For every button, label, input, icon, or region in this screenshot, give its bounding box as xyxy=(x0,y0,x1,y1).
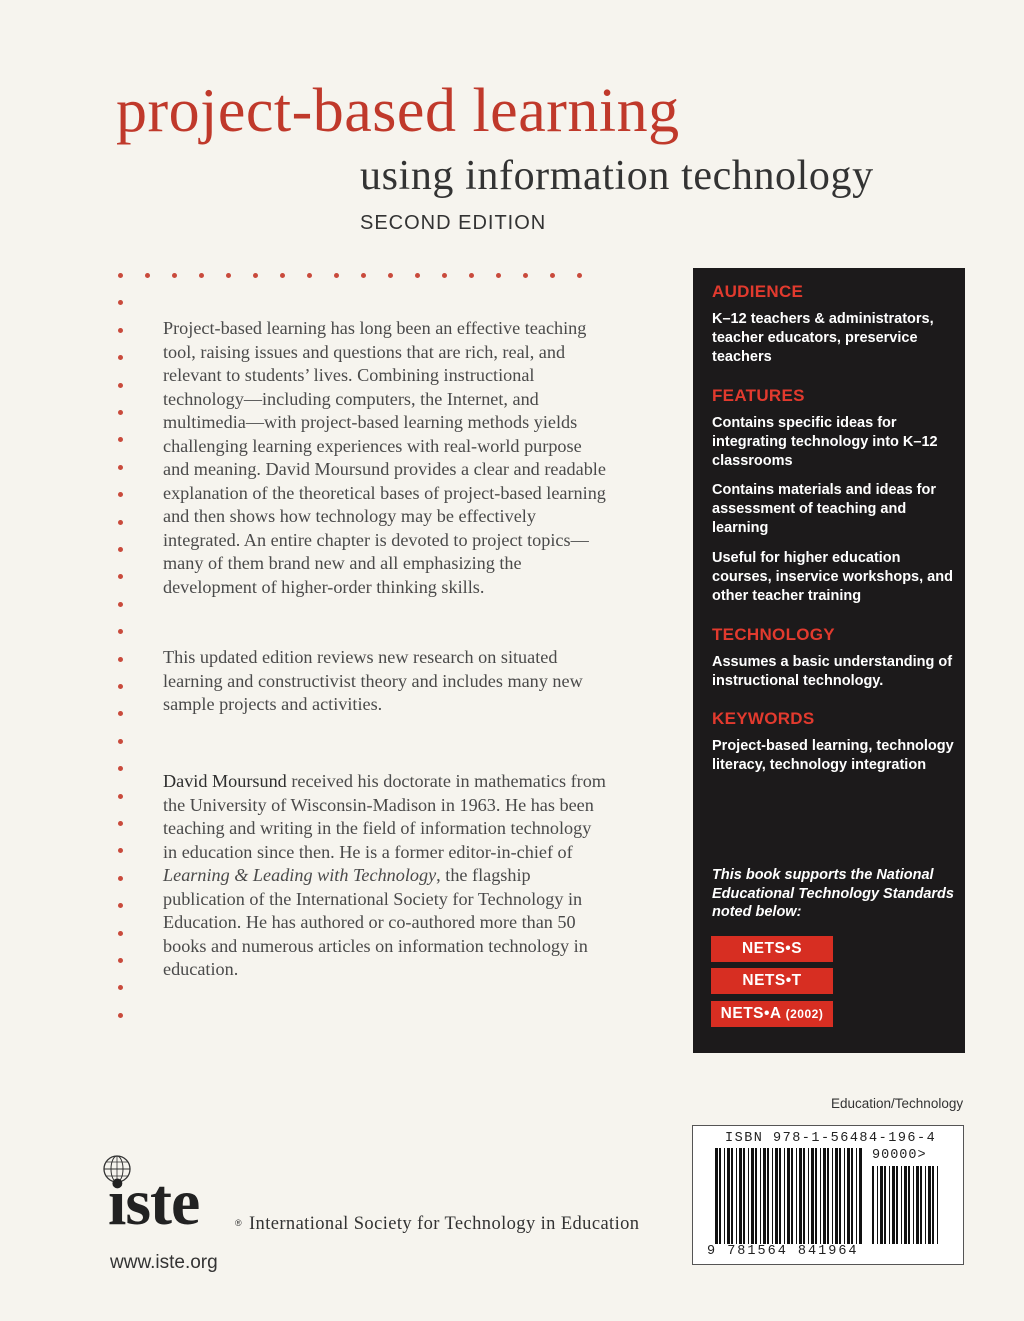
dot xyxy=(334,273,339,278)
nets-s-badge xyxy=(711,936,833,962)
dot xyxy=(118,711,123,716)
author-bio-text-a: received his doctorate in mathematics from the University of Wisconsin-Madison in 1963. He has been teaching and writing in the field of information technology in education since then. He is a former editor-in-chief of xyxy=(163,771,606,862)
audience-heading: AUDIENCE xyxy=(712,282,804,301)
dot xyxy=(118,629,123,634)
dot xyxy=(118,1013,123,1018)
dot xyxy=(118,848,123,853)
dot xyxy=(118,383,123,388)
barcode-icon xyxy=(715,1148,865,1244)
technology-text: Assumes a basic understanding of instructional technology. xyxy=(712,654,953,689)
info-panel xyxy=(693,268,965,1053)
feature-item: Contains specific ideas for integrating technology into K–12 classrooms xyxy=(712,415,938,469)
dot xyxy=(118,410,123,415)
badge-suffix: (2002) xyxy=(785,1007,824,1021)
dot xyxy=(118,355,123,360)
dot xyxy=(118,876,123,881)
dot xyxy=(415,273,420,278)
barcode-box xyxy=(692,1125,964,1265)
author-bio-text-b: , the flagship publication of the International Society for Technology in Education. He has authored or co-authored more than 50 books and numerous articles on information technology in education. xyxy=(163,865,588,979)
nets-t-badge xyxy=(711,968,833,994)
book-subtitle: using information technology xyxy=(360,153,874,199)
dot xyxy=(118,766,123,771)
badge-label: NETS•A xyxy=(720,1005,782,1022)
dot xyxy=(523,273,528,278)
dot xyxy=(118,465,123,470)
dot xyxy=(118,273,123,278)
nets-a-badge xyxy=(711,1001,833,1027)
feature-item: Contains materials and ideas for assessment of teaching and learning xyxy=(712,482,937,536)
dot xyxy=(253,273,258,278)
author-bio xyxy=(163,770,608,982)
dot xyxy=(118,985,123,990)
dot xyxy=(118,547,123,552)
badge-label: NETS•S xyxy=(741,940,803,957)
dot xyxy=(118,821,123,826)
publisher-name: International Society for Technology in Education xyxy=(249,1214,640,1234)
iste-logo: iste xyxy=(108,1166,200,1239)
dot xyxy=(118,931,123,936)
dot xyxy=(226,273,231,278)
dot xyxy=(118,328,123,333)
publisher-url[interactable]: www.iste.org xyxy=(110,1252,218,1273)
dot xyxy=(145,273,150,278)
standards-note: This book supports the National Educational Technology Standards noted below: xyxy=(712,867,954,920)
dot xyxy=(442,273,447,278)
dot xyxy=(388,273,393,278)
registered-mark: ® xyxy=(235,1218,242,1228)
dot xyxy=(199,273,204,278)
features-heading: FEATURES xyxy=(712,386,805,405)
dot xyxy=(118,739,123,744)
ean-text: 9 781564 841964 xyxy=(707,1244,859,1259)
dot xyxy=(307,273,312,278)
dot xyxy=(118,903,123,908)
author-name: David Moursund xyxy=(163,771,287,791)
dot xyxy=(496,273,501,278)
description-paragraph-1: Project-based learning has long been an effective teaching tool, raising issues and questions that are rich, real, and relevant to students’ lives. Combining instructional technology—including computers, the Internet, and multimedia—with project-based learning methods yields challenging learning experiences with real-world purpose and meaning. David Moursund provides a clear and readable explanation of the theoretical bases of project-based learning and then shows how technology may be effectively integrated. An entire chapter is devoted to project topics—many of them brand new and all emphasizing the development of higher-order thinking skills. xyxy=(163,318,606,597)
addon-barcode-icon xyxy=(872,1166,942,1244)
dot xyxy=(118,958,123,963)
price-code: 90000> xyxy=(872,1148,927,1163)
keywords-text: Project-based learning, technology literacy, technology integration xyxy=(712,738,954,773)
publication-title: Learning & Leading with Technology xyxy=(163,865,437,885)
description-paragraph-2: This updated edition reviews new research on situated learning and constructivist theory and includes many new sample projects and activities. xyxy=(163,647,583,714)
dot xyxy=(469,273,474,278)
dot xyxy=(118,602,123,607)
dot xyxy=(550,273,555,278)
dot xyxy=(118,492,123,497)
audience-text: K–12 teachers & administrators, teacher educators, preservice teachers xyxy=(712,311,934,365)
dot xyxy=(118,794,123,799)
badge-label: NETS•T xyxy=(742,972,802,989)
dot xyxy=(118,657,123,662)
isbn-text: ISBN 978-1-56484-196-4 xyxy=(725,1131,937,1146)
dot xyxy=(577,273,582,278)
dot xyxy=(118,520,123,525)
dot xyxy=(118,437,123,442)
dot xyxy=(118,300,123,305)
dot xyxy=(280,273,285,278)
book-title: project-based learning xyxy=(116,77,680,145)
dot xyxy=(118,684,123,689)
dot xyxy=(361,273,366,278)
technology-heading: TECHNOLOGY xyxy=(712,625,835,644)
dot xyxy=(118,574,123,579)
category-label: Education/Technology xyxy=(831,1096,964,1111)
edition-label: SECOND EDITION xyxy=(360,212,547,234)
keywords-heading: KEYWORDS xyxy=(712,709,815,728)
feature-item: Useful for higher education courses, inservice workshops, and other teacher training xyxy=(712,550,953,604)
dot xyxy=(172,273,177,278)
